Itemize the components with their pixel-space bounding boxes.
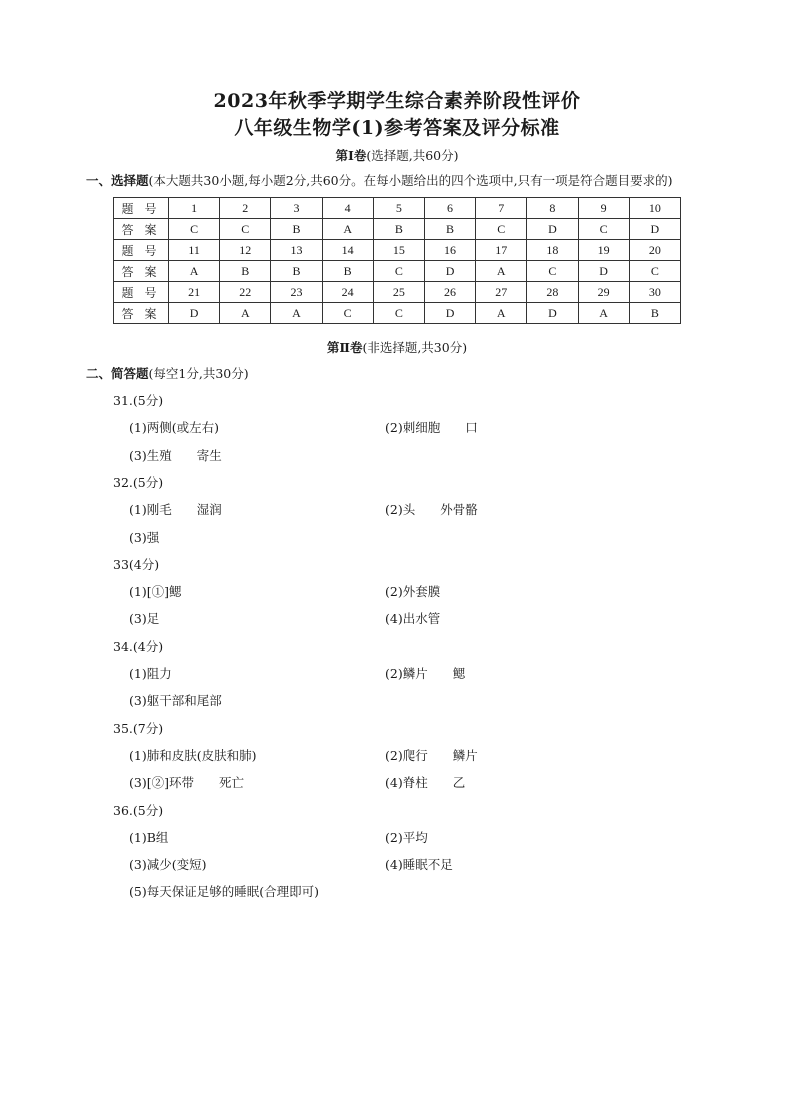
question-number-cell: 23 [271,282,322,303]
part1-heading [0,146,794,164]
answer-cell: C [220,219,271,240]
answer-cell: B [373,219,424,240]
answer-item: (1)两侧(或左右) [129,420,219,436]
answer-item: (1)肺和皮肤(皮肤和肺) [129,747,257,763]
document-title-line1: 2023年秋季学期学生综合素养阶段性评价 [213,90,581,112]
answer-item: (4)睡眠不足 [385,857,453,873]
question-number-cell: 11 [169,240,220,261]
row-label-answer: 答 案 [114,261,169,282]
question-heading: 34.(4分) [113,638,164,654]
part2-name: 第Ⅱ卷 [326,340,363,355]
answer-item: (1)阻力 [129,666,172,681]
question-number-cell: 6 [424,198,475,219]
answer-cell: B [424,219,475,240]
answer-item: (1)刚毛 湿润 [129,502,222,518]
answer-cell: C [578,219,629,240]
table-row-answers [114,219,681,240]
answer-cell: B [629,303,680,324]
question-number-cell: 30 [629,282,680,303]
answer-cell: D [169,303,220,324]
question-number-cell: 29 [578,282,629,303]
section1-heading [86,171,672,189]
section2-desc: (每空1分,共30分) [148,366,249,381]
document-title-line2: 八年级生物学(1)参考答案及评分标准 [234,117,560,139]
answer-cell: D [629,219,680,240]
answer-cell: D [424,303,475,324]
question-number-cell: 25 [373,282,424,303]
part2-desc: (非选择题,共30分) [362,340,468,355]
section2-heading [86,364,249,382]
question-number-cell: 4 [322,198,373,219]
question-number-cell: 20 [629,240,680,261]
answer-item: (2)平均 [385,829,428,845]
table-row-question-numbers [114,282,681,303]
question-number-cell: 1 [169,198,220,219]
answer-cell: D [527,303,578,324]
answer-cell: B [322,261,373,282]
answer-cell: A [476,303,527,324]
answer-cell: C [629,261,680,282]
answer-item: (3)生殖 寄生 [129,447,222,463]
question-heading: 36.(5分) [113,802,164,818]
answer-item: (3)[②]环带 死亡 [129,775,244,791]
question-number-cell: 24 [322,282,373,303]
question-heading: 31.(5分) [113,393,164,408]
answer-cell: B [271,219,322,240]
answer-cell: C [476,219,527,240]
row-label-question-number: 题 号 [114,240,169,261]
question-number-cell: 3 [271,198,322,219]
part2-heading [0,338,794,356]
answer-item: (1)[①]鳃 [129,584,182,600]
answer-cell: C [373,261,424,282]
answer-item: (5)每天保证足够的睡眠(合理即可) [129,884,319,900]
question-number-cell: 15 [373,240,424,261]
part1-desc: (选择题,共60分) [366,148,459,163]
row-label-answer: 答 案 [114,219,169,240]
answer-cell: D [578,261,629,282]
answer-item: (4)脊柱 乙 [385,775,466,791]
answer-item: (1)B组 [129,829,169,845]
row-label-question-number: 题 号 [114,198,169,219]
answer-item: (4)出水管 [385,611,441,627]
answer-table [113,197,681,324]
question-number-cell: 22 [220,282,271,303]
answer-item: (2)头 外骨骼 [385,502,478,518]
answer-item: (2)爬行 鳞片 [385,747,478,763]
part1-name: 第Ⅰ卷 [335,148,367,163]
answer-cell: A [578,303,629,324]
answer-cell: C [322,303,373,324]
question-number-cell: 9 [578,198,629,219]
question-number-cell: 10 [629,198,680,219]
answer-item: (3)足 [129,611,160,627]
question-heading: 35.(7分) [113,720,164,736]
answer-cell: D [424,261,475,282]
answer-item: (2)鳞片 鳃 [385,666,466,681]
question-number-cell: 27 [476,282,527,303]
question-number-cell: 7 [476,198,527,219]
question-number-cell: 8 [527,198,578,219]
section1-desc: (本大题共30小题,每小题2分,共60分。在每小题给出的四个选项中,只有一项是符合题目要求的) [148,173,673,188]
table-row-answers [114,303,681,324]
answer-item: (2)外套膜 [385,584,441,600]
answer-item: (3)强 [129,529,160,545]
question-number-cell: 2 [220,198,271,219]
row-label-question-number: 题 号 [114,282,169,303]
answer-cell: B [220,261,271,282]
table-row-question-numbers [114,240,681,261]
table-row-answers [114,261,681,282]
answer-item: (3)躯干部和尾部 [129,693,222,709]
question-number-cell: 28 [527,282,578,303]
section2-name: 二、简答题 [86,366,149,381]
answer-cell: A [322,219,373,240]
question-number-cell: 17 [476,240,527,261]
answer-cell: A [476,261,527,282]
answer-cell: A [271,303,322,324]
answer-cell: B [271,261,322,282]
question-number-cell: 5 [373,198,424,219]
answer-cell: D [527,219,578,240]
answer-cell: C [373,303,424,324]
answer-cell: C [527,261,578,282]
answer-cell: C [169,219,220,240]
question-number-cell: 13 [271,240,322,261]
question-number-cell: 18 [527,240,578,261]
question-heading: 33(4分) [113,556,160,572]
question-number-cell: 21 [169,282,220,303]
answer-item: (2)刺细胞 口 [385,420,478,436]
question-number-cell: 14 [322,240,373,261]
question-number-cell: 16 [424,240,475,261]
table-row-question-numbers [114,198,681,219]
question-number-cell: 26 [424,282,475,303]
section1-name: 一、选择题 [86,173,149,188]
row-label-answer: 答 案 [114,303,169,324]
question-number-cell: 19 [578,240,629,261]
question-heading: 32.(5分) [113,474,164,490]
answer-item: (3)减少(变短) [129,857,207,873]
answer-cell: A [220,303,271,324]
answer-cell: A [169,261,220,282]
question-number-cell: 12 [220,240,271,261]
